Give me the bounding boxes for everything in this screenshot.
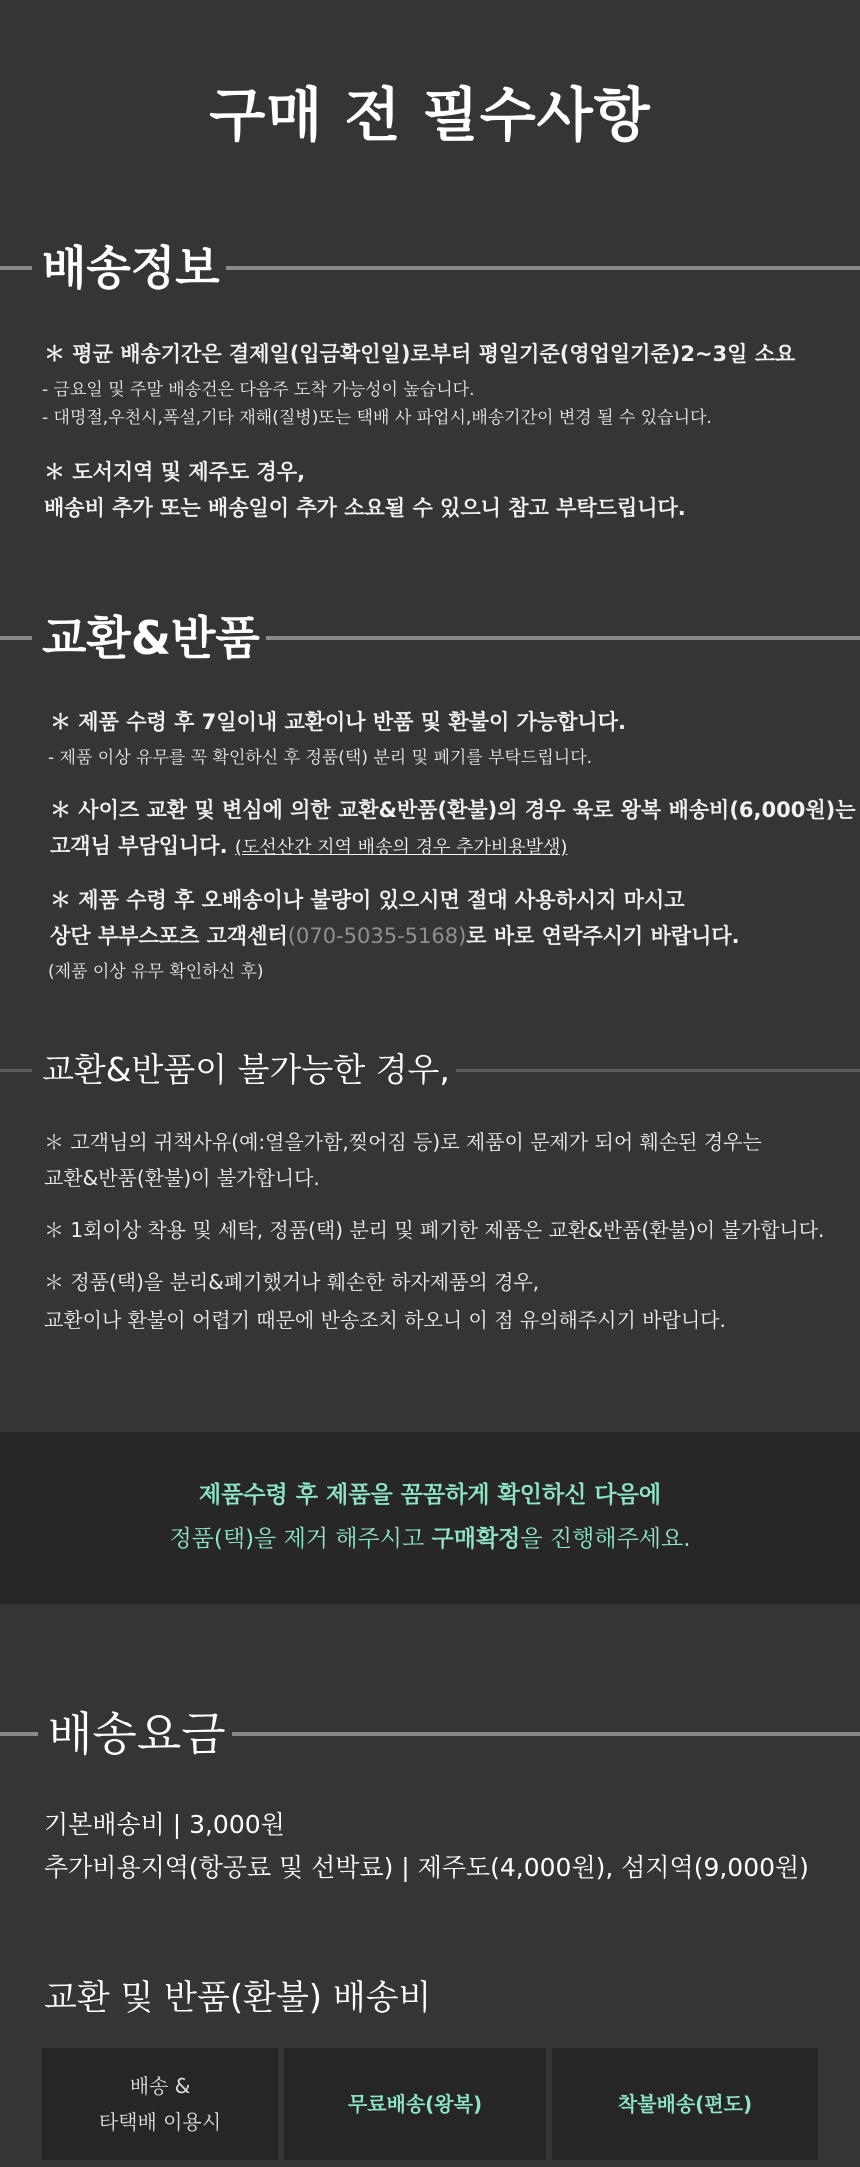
exchange-note: (제품 이상 유무 확인하신 후)	[48, 962, 264, 982]
notice-emphasis: 구매확정	[431, 1526, 521, 1552]
section-title: 배송정보	[32, 238, 226, 298]
fee-table-cell-cod	[552, 2048, 818, 2160]
extra-region-fee: 추가비용지역(항공료 및 선박료) | 제주도(4,000원), 섬지역(9,000원)	[44, 1853, 809, 1882]
section-title: 교환&반품	[32, 608, 266, 668]
exchange-item-text: 고객님 부담입니다.	[50, 834, 228, 858]
exchange-item	[50, 918, 740, 954]
exchange-item-text: 로 바로 연락주시기 바랍니다.	[466, 924, 740, 948]
island-shipping-text: ＊ 도서지역 및 제주도 경우,	[44, 460, 306, 484]
fee-table-label: 배송 &	[129, 2074, 191, 2098]
not-allowed-item: 교환이나 환불이 어렵기 때문에 반송조치 하오니 이 점 유의해주시기 바랍니다.	[44, 1308, 726, 1332]
exchange-item	[50, 828, 567, 866]
exchange-item: ＊ 제품 수령 후 오배송이나 불량이 있으시면 절대 사용하시지 마시고	[50, 888, 685, 912]
free-shipping-label: 무료배송(왕복)	[347, 2092, 483, 2116]
notice-line: 제품수령 후 제품을 꼼꼼하게 확인하신 다음에	[198, 1482, 662, 1508]
section-title: 교환&반품이 불가능한 경우,	[32, 1040, 456, 1100]
cod-shipping-label: 착불배송(편도)	[617, 2092, 753, 2116]
shipping-note: - 대명절,우천시,폭설,기타 재해(질병)또는 택배 사 파업시,배송기간이 변경 될 수 있습니다.	[42, 408, 712, 428]
section-header-exchange	[0, 608, 860, 668]
not-allowed-item: 교환&반품(환불)이 불가합니다.	[44, 1166, 320, 1190]
shipping-period-text: ＊ 평균 배송기간은 결제일(입금확인일)로부터 평일기준(영업일기준)2~3일 소요	[44, 342, 796, 366]
notice-line	[0, 1520, 860, 1553]
section-header-not-allowed	[0, 1040, 860, 1100]
exchange-item: ＊ 사이즈 교환 및 변심에 의한 교환&반품(환불)의 경우 육로 왕복 배송비(6,000원)는	[50, 798, 856, 822]
exchange-note: - 제품 이상 유무를 꼭 확인하신 후 정품(택) 분리 및 폐기를 부탁드립니다.	[48, 748, 593, 768]
not-allowed-item: ＊ 고객님의 귀책사유(예:열을가함,찢어짐 등)로 제품이 문제가 되어 훼손된 경우는	[44, 1130, 762, 1154]
exchange-item: ＊ 제품 수령 후 7일이내 교환이나 반품 및 환불이 가능합니다.	[50, 710, 626, 734]
basic-shipping-fee: 기본배송비 | 3,000원	[44, 1810, 285, 1839]
section-title: 배송요금	[38, 1704, 232, 1764]
section-header-shipping-fee	[0, 1704, 860, 1764]
page-title: 구매 전 필수사항	[209, 81, 651, 149]
exchange-item-text: 상단 부부스포츠 고객센터	[50, 924, 288, 948]
extra-cost-note-link: (도선산간 지역 배송의 경우 추가비용발생)	[234, 837, 568, 858]
purchase-confirm-notice	[0, 1432, 860, 1604]
customer-center-phone: (070-5035-5168)	[287, 924, 467, 948]
shipping-note: - 금요일 및 주말 배송건은 다음주 도착 가능성이 높습니다.	[42, 380, 475, 400]
not-allowed-item: ＊ 1회이상 착용 및 세탁, 정품(택) 분리 및 폐기한 제품은 교환&반품(환불)이 불가합니다.	[44, 1218, 825, 1242]
island-shipping-text: 배송비 추가 또는 배송일이 추가 소요될 수 있으니 참고 부탁드립니다.	[44, 496, 686, 520]
return-fee-heading: 교환 및 반품(환불) 배송비	[44, 1978, 432, 2018]
notice-text: 을 진행해주세요.	[520, 1526, 691, 1552]
fee-table-cell-free	[284, 2048, 546, 2160]
not-allowed-item: ＊ 정품(택)을 분리&폐기했거나 훼손한 하자제품의 경우,	[44, 1270, 540, 1294]
fee-table-header-cell	[42, 2048, 278, 2160]
section-header-shipping-info	[0, 238, 860, 298]
fee-table-label: 타택배 이용시	[98, 2110, 222, 2134]
notice-text: 정품(택)을 제거 해주시고	[169, 1526, 432, 1552]
